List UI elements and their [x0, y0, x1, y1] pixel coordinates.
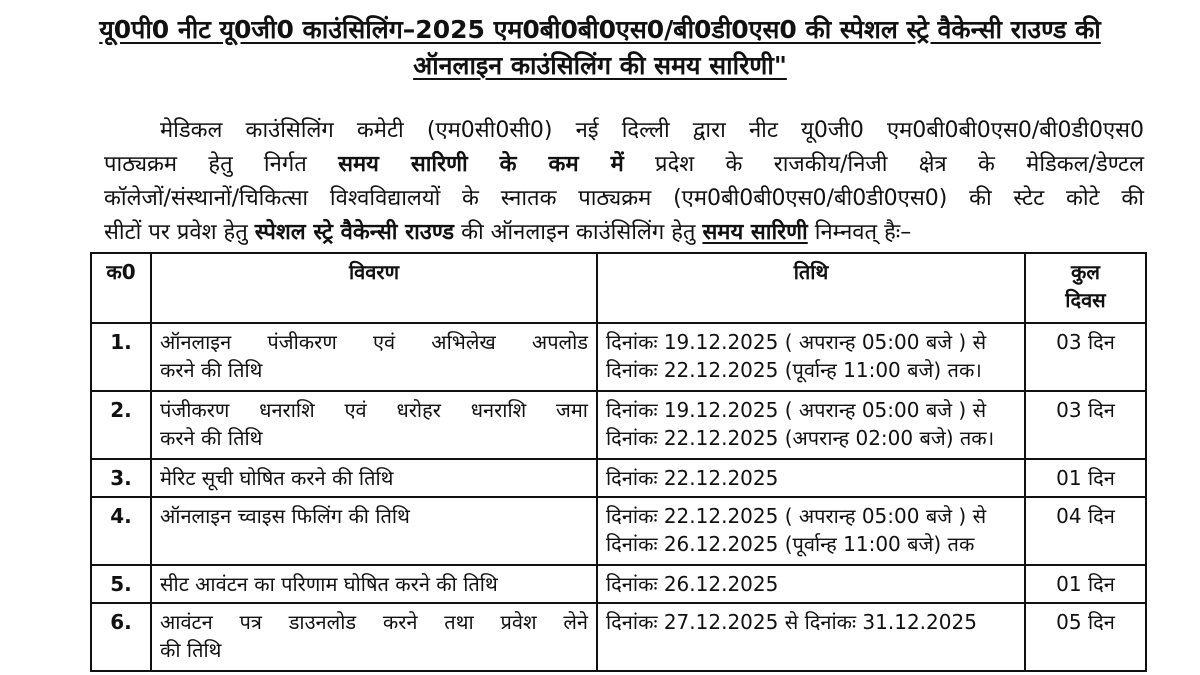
row-sr: 5.	[91, 565, 151, 603]
row-date-line-1: दिनांकः 19.12.2025 ( अपरान्ह 05:00 बजे ) से	[606, 330, 987, 354]
row-description-line-1: आवंटन पत्र डाउनलोड करने तथा प्रवेश लेने	[160, 610, 588, 634]
row-description	[151, 323, 597, 391]
intro-line-3: कॉलेजों/संस्थानों/चिकित्सा विश्वविद्यालयों के स्नातक पाठ्यक्रम (एम0बी0बी0एस0/बी0डी0एस0) की स्टेट कोटे की	[104, 186, 1144, 211]
row-date-line-1: दिनांकः 26.12.2025	[606, 572, 779, 596]
row-date	[597, 323, 1025, 391]
intro-line-2-bold: समय सारिणी के कम में	[338, 152, 624, 177]
row-description-line-2: की तिथि	[160, 638, 222, 662]
row-description	[151, 603, 597, 671]
row-sr: 2.	[91, 391, 151, 459]
row-days: 04 दिन	[1025, 497, 1146, 565]
intro-line-2-c: प्रदेश के राजकीय/निजी क्षेत्र के मेडिकल/डेण्टल	[655, 152, 1144, 177]
intro-line-4-c: की ऑनलाइन काउंसिलिंग हेतु	[461, 220, 696, 245]
row-description-line-2: करने की तिथि	[160, 426, 263, 450]
row-description	[151, 459, 597, 497]
row-date	[597, 391, 1025, 459]
row-days: 01 दिन	[1025, 459, 1146, 497]
header-date: तिथि	[597, 253, 1025, 323]
title-line-2: ऑनलाइन काउंसिलिंग की समय सारिणी"	[413, 51, 787, 80]
title-line-1: यू0पी0 नीट यू0जी0 काउंसिलिंग–2025 एम0बी0बी0एस0/बी0डी0एस0 की स्पेशल स्ट्रे वैकेन्सी राउण्ड की	[99, 15, 1101, 44]
header-days-line-2: दिवस	[1065, 288, 1106, 312]
row-description-line-2: करने की तिथि	[160, 358, 263, 382]
row-sr: 4.	[91, 497, 151, 565]
header-days-line-1: कुल	[1071, 260, 1100, 284]
row-sr: 6.	[91, 603, 151, 671]
row-date-line-1: दिनांकः 19.12.2025 ( अपरान्ह 05:00 बजे ) से	[606, 398, 987, 422]
row-date-line-2: दिनांकः 26.12.2025 (पूर्वान्ह 11:00 बजे) तक	[606, 532, 975, 556]
row-days: 01 दिन	[1025, 565, 1146, 603]
row-sr: 1.	[91, 323, 151, 391]
row-description-line-1: मेरिट सूची घोषित करने की तिथि	[160, 466, 394, 490]
table-row	[91, 603, 1146, 671]
intro-line-4-a: सीटों पर प्रवेश हेतु	[104, 220, 248, 245]
row-sr: 3.	[91, 459, 151, 497]
row-description-line-1: पंजीकरण धनराशि एवं धरोहर धनराशि जमा	[160, 398, 588, 422]
row-description	[151, 565, 597, 603]
intro-line-4-bold-round: स्पेशल स्ट्रे वैकेन्सी राउण्ड	[254, 220, 455, 245]
header-total-days	[1025, 253, 1146, 323]
intro-line-4	[104, 216, 1144, 250]
table-row	[91, 459, 1146, 497]
row-date-line-1: दिनांकः 22.12.2025 ( अपरान्ह 05:00 बजे ) से	[606, 504, 987, 528]
row-date-line-2: दिनांकः 22.12.2025 (पूर्वान्ह 11:00 बजे) तक।	[606, 358, 982, 382]
intro-line-4-e: निम्नवत् हैः–	[814, 220, 912, 245]
intro-line-4-bold-schedule: समय सारिणी	[702, 220, 808, 245]
table-row	[91, 323, 1146, 391]
row-date	[597, 603, 1025, 671]
schedule-table	[90, 252, 1147, 672]
row-date	[597, 497, 1025, 565]
row-days: 03 दिन	[1025, 391, 1146, 459]
row-date-line-2: दिनांकः 22.12.2025 (अपरान्ह 02:00 बजे) तक।	[606, 426, 995, 450]
row-description-line-1: सीट आवंटन का परिणाम घोषित करने की तिथि	[160, 572, 498, 596]
intro-paragraph	[104, 114, 1144, 250]
row-description-line-1: ऑनलाइन च्वाइस फिलिंग की तिथि	[160, 504, 410, 528]
intro-line-1: मेडिकल काउंसिलिंग कमेटी (एम0सी0सी0) नई दिल्ली द्वारा नीट यू0जी0 एम0बी0बी0एस0/बी0डी0एस0	[160, 118, 1144, 143]
row-days: 05 दिन	[1025, 603, 1146, 671]
document-title	[0, 12, 1200, 84]
row-days: 03 दिन	[1025, 323, 1146, 391]
table-row	[91, 497, 1146, 565]
row-description-line-1: ऑनलाइन पंजीकरण एवं अभिलेख अपलोड	[160, 330, 588, 354]
row-date-line-1: दिनांकः 22.12.2025	[606, 466, 779, 490]
row-date	[597, 565, 1025, 603]
header-description: विवरण	[151, 253, 597, 323]
table-row	[91, 565, 1146, 603]
row-date-line-1: दिनांकः 27.12.2025 से दिनांकः 31.12.2025	[606, 610, 977, 634]
table-row	[91, 391, 1146, 459]
intro-line-2-a: पाठ्यक्रम हेतु निर्गत	[104, 152, 307, 177]
row-date	[597, 459, 1025, 497]
header-sr: क0	[91, 253, 151, 323]
row-description	[151, 497, 597, 565]
intro-line-2	[104, 148, 1144, 182]
table-header-row	[91, 253, 1146, 323]
row-description	[151, 391, 597, 459]
